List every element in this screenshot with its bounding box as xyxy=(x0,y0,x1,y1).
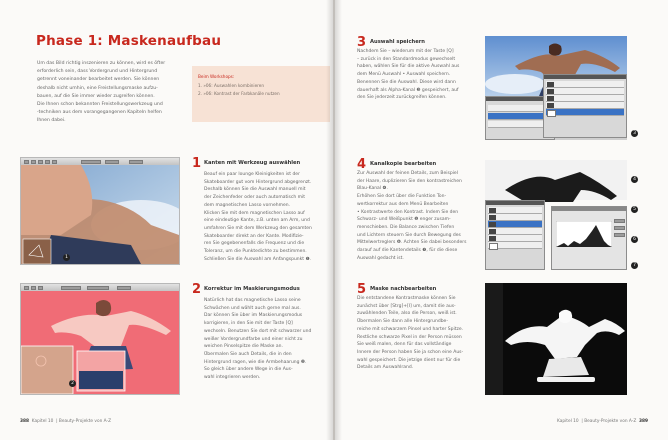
step4-line: menschieben. Die Balance zwischen Tiefen xyxy=(357,224,455,230)
step4-line: • Kontrastwerte den Kontrast. Indem Sie den xyxy=(357,209,459,215)
step3-line: – zurück in den Standardmodus gewechselt xyxy=(357,56,456,62)
step2-line: weichen Pinselspitze die Maske an. xyxy=(204,344,283,350)
step1-line: Beauf ein paar lounge Kleinigkeiten ist der xyxy=(204,172,300,177)
step4-number: 4 xyxy=(357,157,367,172)
intro-line: deshalb nicht umhin, eine Freistellungsmaske aufzu- xyxy=(37,85,158,91)
step3-callout: 3 xyxy=(631,130,638,137)
step4-line: Auswahl gedacht ist. xyxy=(357,255,404,261)
step2-line: Dar können Sie über im Maskierungsmodus xyxy=(204,313,303,319)
step2-line: So gleich über andere Wege in die Aus- xyxy=(204,367,293,373)
book-gutter xyxy=(326,0,342,440)
book-title: Beauty-Projekte von A-Z xyxy=(58,419,112,424)
step2-title: Korrektur im Maskierungsmodus xyxy=(204,286,300,292)
step2-line: weißer Vordergrundfarbe und einer nicht zu xyxy=(204,336,303,342)
step4-line: der Haare, duplizieren Sie den kontrastreichen xyxy=(357,178,462,184)
step1-line: dem magnetischen Lasso vornehmen. xyxy=(204,202,291,208)
step5-line: zuwählenden Teile, also die Person, weiß ist. xyxy=(357,311,457,317)
step5-line: Details am Auswahlrand. xyxy=(357,365,414,371)
step1-line: Skateboarder direkt an der Kante. Modifizie- xyxy=(204,233,304,239)
step1-line: der Zeichenfeder oder auch automatisch mit xyxy=(204,195,306,201)
page-title: Phase 1: Maskenaufbau xyxy=(36,33,222,49)
step2-line: wahl integrieren werden. xyxy=(204,375,261,381)
step2-line: korrigieren, in den Sie mit der Taste [Q] xyxy=(204,321,293,327)
step3-body xyxy=(357,48,459,102)
step3-number: 3 xyxy=(357,35,367,50)
intro-line: Die Ihnen schon bekannten Freistellungswerkzeug und xyxy=(37,102,163,108)
step4-body xyxy=(357,170,466,262)
step4-line: darauf auf die Kantendetails ❼, für die diese xyxy=(357,248,458,254)
step5-line: Übermalen Sie dann alle Hintergrundbe- xyxy=(357,319,448,325)
step3-line: Nachdem Sie – wiederum mit der Taste [Q] xyxy=(357,49,454,54)
intro-line: Ihnen dabei. xyxy=(37,118,66,124)
step4-callout: 6 xyxy=(631,236,638,243)
intro-line: getrennt voneinander bearbeitet werden. Sie können xyxy=(37,77,160,83)
intro-text xyxy=(37,60,172,126)
intro-line: erforderlich sein, dass Vordergrund und Hintergrund xyxy=(37,69,158,75)
step2-line: Hintergrund ragen, wie die Armbehaarung ❷. xyxy=(204,359,307,365)
step4-callout: 7 xyxy=(631,262,638,269)
step3-line: Benennen Sie die Auswahl. Diese wird dann xyxy=(357,79,456,85)
step4-line: Blau-Kanal ❹. xyxy=(357,186,388,192)
step4-line: Schwarz- und Weißpunkt ❺ enger zusam- xyxy=(357,217,451,223)
step1-line: Deshalb können Sie die Auswahl manuell mit xyxy=(204,187,306,193)
step3-line: den Sie jederzeit zurückgreifen können. xyxy=(357,95,447,101)
right-footer: Kapitel 10 | Beauty-Projekte von A-Z 389 xyxy=(556,419,648,424)
step5-line: wahl gespeichert. Die jetzige dient nur für die xyxy=(357,357,461,363)
step1-line: Skateboarder gut vom Hintergrund abgegrenzt. xyxy=(204,179,312,185)
step4-line: Mittelwertreglers ❻. Achten Sie dabei besonders xyxy=(357,240,467,246)
step4-line: Zur Auswahl der feinen Details, zum Beispiel xyxy=(357,171,458,176)
step1-line: Klicken Sie mit dem magnetischen Lasso auf xyxy=(204,210,305,216)
intro-line: bauen, auf die Sie immer wieder zugreifen können. xyxy=(37,93,155,99)
page-number: 389 xyxy=(639,419,648,424)
step1-number: 1 xyxy=(192,156,202,171)
mask-photo xyxy=(485,283,627,395)
step1-screenshot xyxy=(20,157,180,265)
step3-title: Auswahl speichern xyxy=(370,39,426,45)
step1-title: Kanten mit Werkzeug auswählen xyxy=(204,160,301,166)
step4-line: und Lichtern steuern Sie durch Bewegung des xyxy=(357,232,461,238)
left-footer: 388 Kapitel 10 | Beauty-Projekte von A-Z xyxy=(20,419,112,424)
intro-line: -techniken aus dem vorangegangenen Kapiteln helfen xyxy=(37,110,162,116)
step5-line: Sie weiß malen, denn für das vollständige xyxy=(357,342,452,348)
mask-mode-photo xyxy=(21,291,179,394)
step5-line: Restliche schwarze Pixel in der Person müssen xyxy=(357,334,462,340)
workshop-line: 2. »06: Kontrast der Farbkanäle nutzen xyxy=(198,91,280,96)
step4-line: wertkorrektur aus dem Menü Bearbeiten xyxy=(357,201,449,207)
page-number: 388 xyxy=(20,419,29,424)
step5-number: 5 xyxy=(357,282,367,297)
channels-panel xyxy=(543,74,627,138)
step4-title: Kanalkopie bearbeiten xyxy=(370,161,437,167)
step4-callout: 4 xyxy=(631,176,638,183)
step3-line: dauerhaft als Alpha-Kanal ❸ gespeichert, auf xyxy=(357,87,459,93)
step5-line: reiche mit schwarzem Pinsel und harter Spitze. xyxy=(357,326,464,332)
step5-line: Die entstandene Kontrastmaske können Sie xyxy=(357,296,456,301)
chapter-label: Kapitel 10 xyxy=(556,419,579,424)
step2-screenshot xyxy=(20,283,180,395)
workshop-box xyxy=(192,66,330,122)
step2-line: Schwächen und wählt auch gerne mal aus. xyxy=(204,305,301,311)
step1-callout: 1 xyxy=(63,254,70,261)
step2-line: Übermalen Sie auch Details, die in den xyxy=(204,351,292,357)
step2-callout: 2 xyxy=(69,380,76,387)
step4-line: Erhöhen Sie dort über die Funktion Ton- xyxy=(357,194,447,200)
book-title: Beauty-Projekte von A-Z xyxy=(584,419,637,424)
levels-dialog xyxy=(551,206,627,270)
step2-line: wechseln. Benutzen Sie dort mit schwarzer und xyxy=(204,328,312,334)
step4-screenshot xyxy=(485,160,627,272)
right-page xyxy=(335,0,668,440)
step5-screenshot xyxy=(485,283,627,395)
skateboarder-photo xyxy=(21,165,179,264)
workshop-heading: Beim Workshops: xyxy=(198,74,235,79)
step1-line: Schließen Sie die Auswahl am Anfangspunkt ❶. xyxy=(204,256,311,262)
step1-line: eine eindeutige Kante, z.B. unten am Arm, und xyxy=(204,218,310,224)
workshop-line: 1. »06: Auswahlen kombinieren xyxy=(198,83,265,88)
step5-body xyxy=(357,295,463,372)
step3-line: dem Menü Auswahl • Auswahl speichern. xyxy=(357,72,451,78)
step4-callout: 5 xyxy=(631,206,638,213)
left-page xyxy=(0,0,333,440)
step1-line: Toleranz, um die Punktedichte zu bestimmen. xyxy=(204,249,307,255)
step1-line: ren Sie gegebenenfalls die Frequenz und die xyxy=(204,241,305,247)
step2-number: 2 xyxy=(192,282,202,297)
histogram xyxy=(556,221,612,247)
step1-line: umfahren Sie mit dem Werkzeug den gesamten xyxy=(204,225,312,231)
step1-body xyxy=(204,171,312,263)
channels-panel xyxy=(485,200,545,270)
step3-screenshot xyxy=(485,36,627,140)
step5-title: Maske nachbearbeiten xyxy=(370,286,437,292)
step2-body xyxy=(204,297,311,382)
step5-line: zunächst über [Strg]+[I] um, damit die aus- xyxy=(357,303,456,309)
step2-line: Natürlich hat das magnetische Lasso seine xyxy=(204,298,301,303)
step5-line: Innere der Person haben Sie ja schon eine Aus- xyxy=(357,349,464,355)
intro-line: Um das Bild richtig inszenieren zu können, wird es öfter xyxy=(37,61,166,66)
step3-line: haben, wählen Sie für die aktive Auswahl aus xyxy=(357,64,460,70)
chapter-label: Kapitel 10 xyxy=(31,419,54,424)
